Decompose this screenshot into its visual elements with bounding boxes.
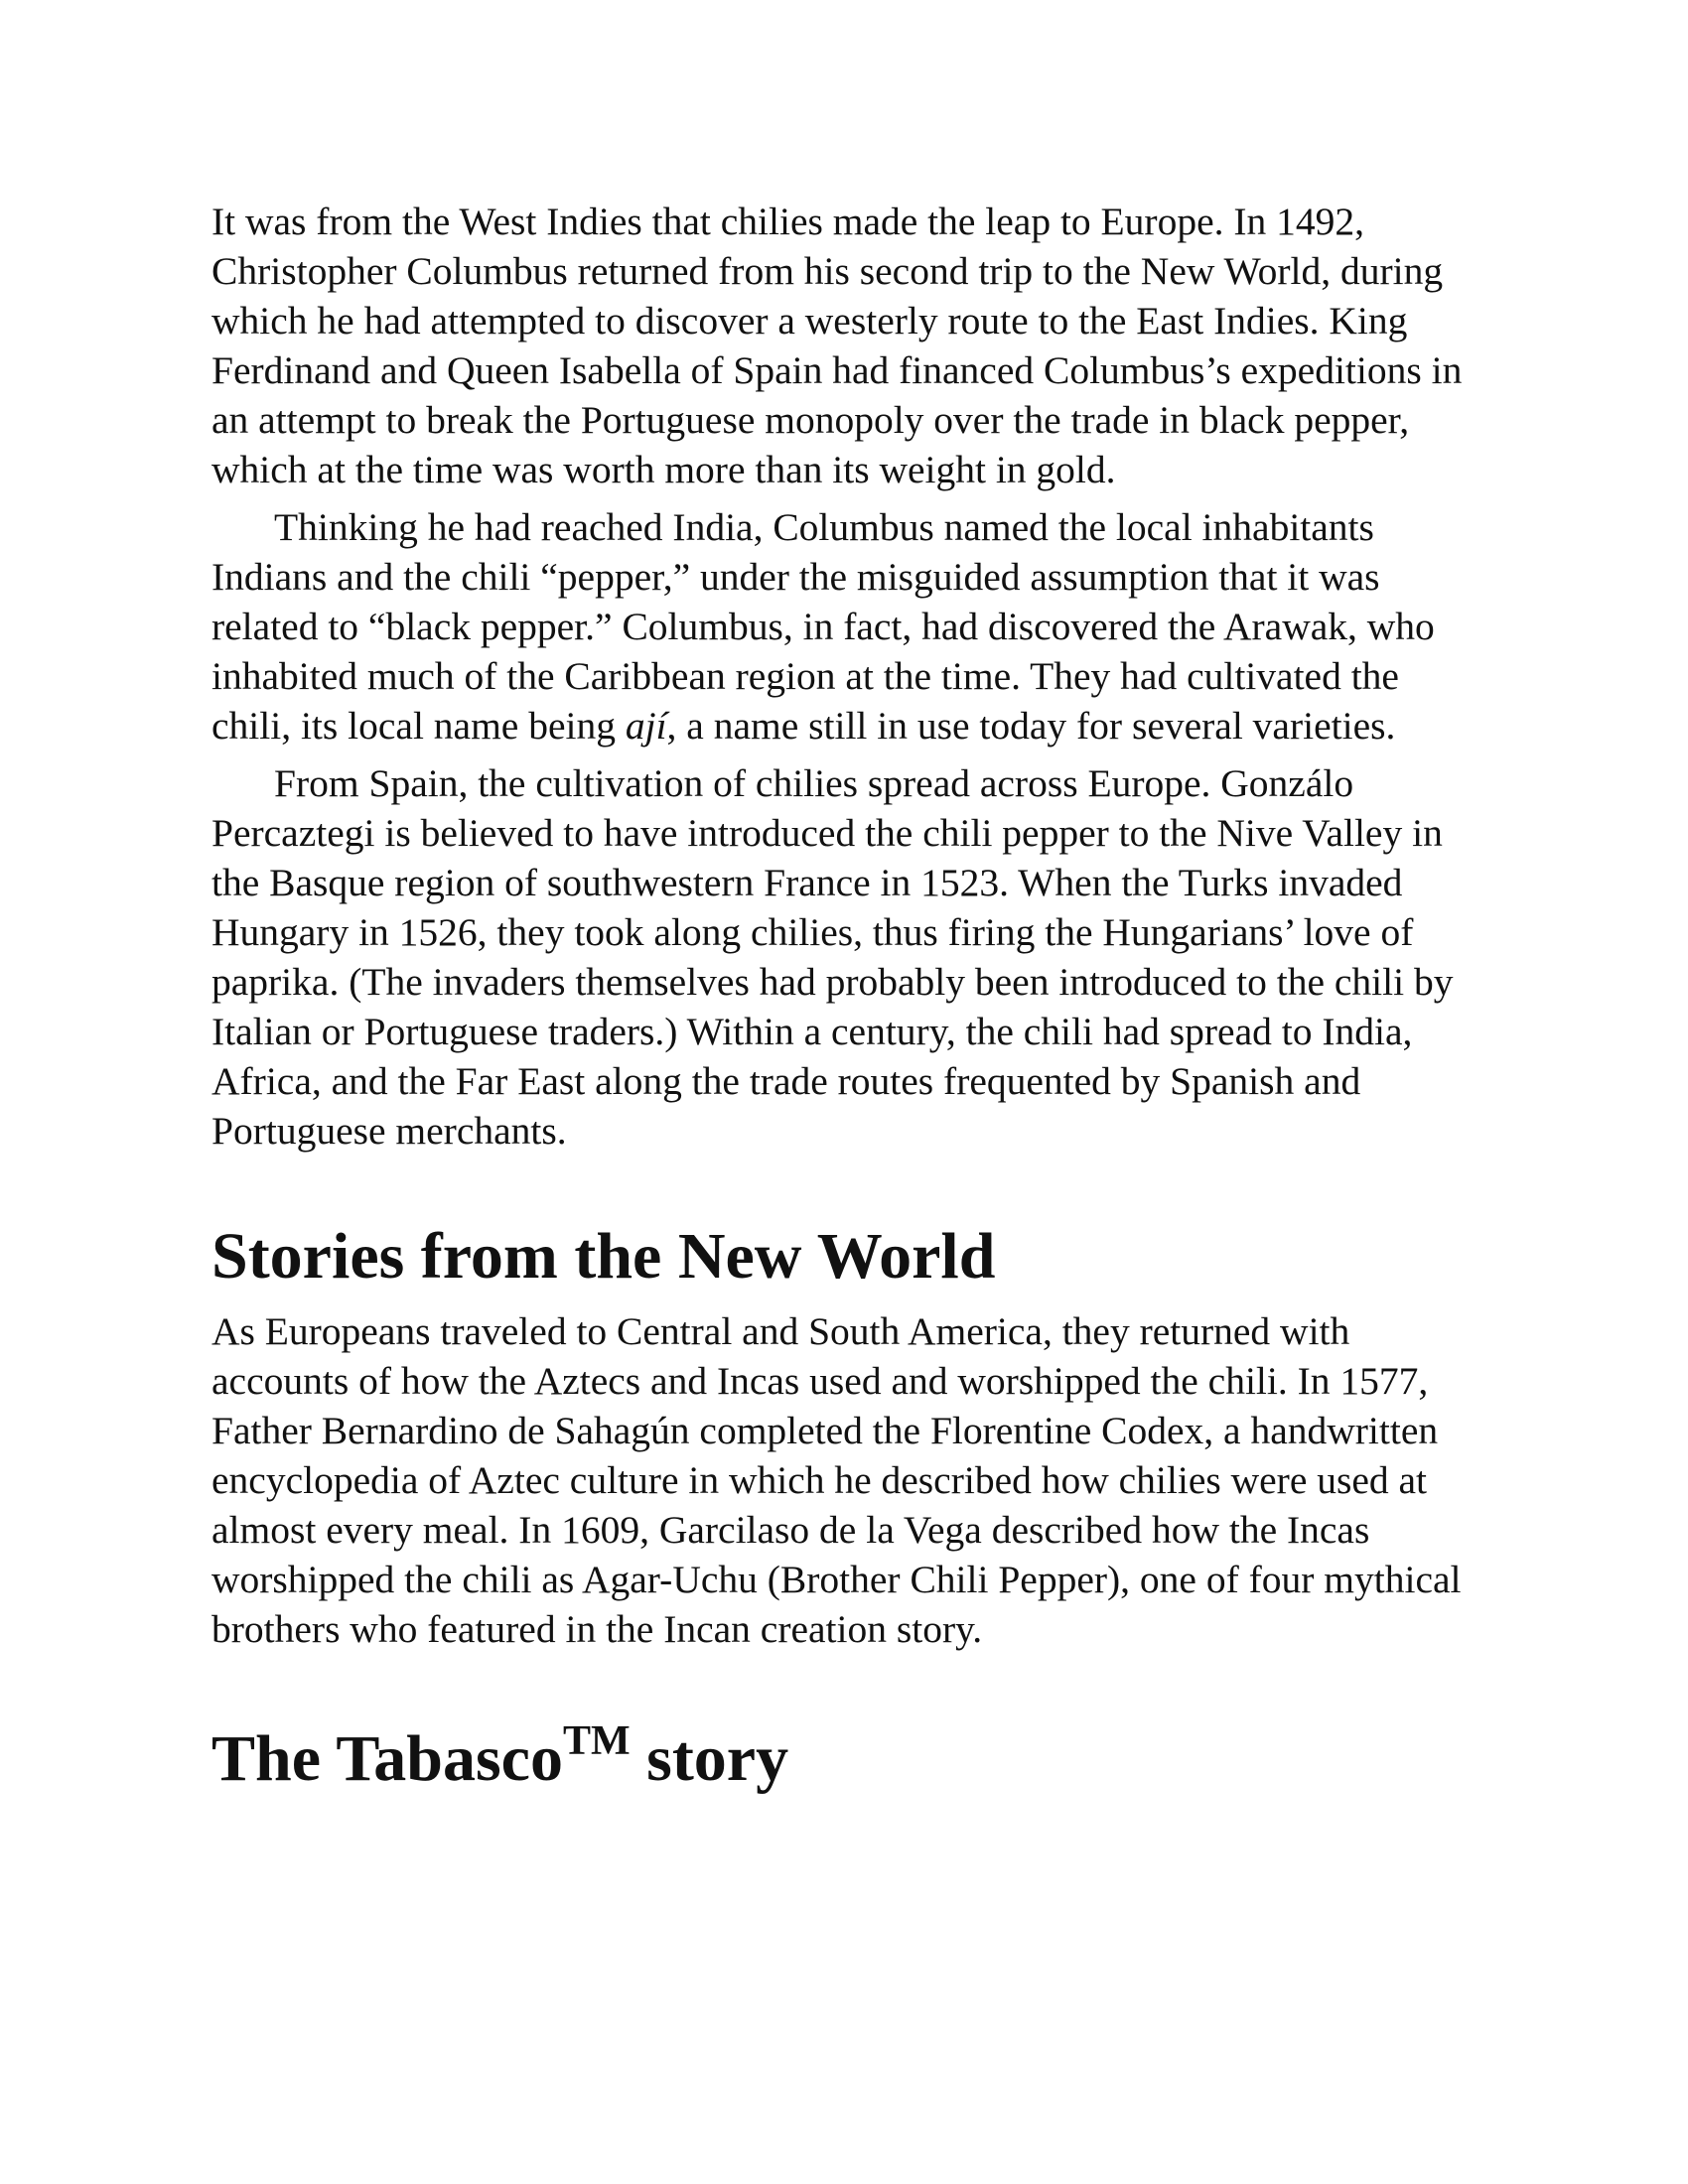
paragraph-arawak-text: Thinking he had reached India, Columbus named the local inhabitants Indians and the chili “pepper,” under the misguided assumption that it was related to “black pepper.” Columbus, in fact, had discovered the Arawak, who inhabited much of the Caribbean region at the time. They had cultivated the chili, its local name being [211,505,1435,748]
document-page [211,197,1482,1799]
heading-tabasco-story [211,1719,1482,1799]
heading-tabasco-main: The Tabasco [211,1722,563,1795]
paragraph-arawak [211,502,1482,751]
paragraph-europe-spread: From Spain, the cultivation of chilies spread across Europe. Gonzálo Percaztegi is believed to have introduced the chili pepper to the Nive Valley in the Basque region of southwestern France in 1523. When the Turks invaded Hungary in 1526, they took along chilies, thus firing the Hungarians’ love of paprika. (The invaders themselves had probably been introduced to the chili by Italian or Portuguese traders.) Within a century, the chili had spread to India, Africa, and the Far East along the trade routes frequented by Spanish and Portuguese merchants. [211,761,1454,1153]
heading-stories-new-world: Stories from the New World [211,1220,996,1293]
heading-tabasco-end: story [630,1722,789,1795]
paragraph-arawak-text-end: , a name still in use today for several varieties. [666,704,1396,748]
trademark-symbol: TM [562,1718,631,1764]
aji-term: ají [625,704,667,748]
paragraph-aztecs-incas: As Europeans traveled to Central and South America, they returned with accounts of how the Aztecs and Incas used and worshipped the chili. In 1577, Father Bernardino de Sahagún completed the Florentine Codex, a handwritten encyclopedia of Aztec culture in which he described how chilies were used at almost every meal. In 1609, Garcilaso de la Vega described how the Incas worshipped the chili as Agar-Uchu (Brother Chili Pepper), one of four mythical brothers who featured in the Incan creation story. [211,1309,1462,1651]
paragraph-columbus-voyage: It was from the West Indies that chilies made the leap to Europe. In 1492, Christopher Columbus returned from his second trip to the New World, during which he had attempted to discover a westerly route to the East Indies. King Ferdinand and Queen Isabella of Spain had financed Columbus’s expeditions in an attempt to break the Portuguese monopoly over the trade in black pepper, which at the time was worth more than its weight in gold. [211,200,1463,491]
